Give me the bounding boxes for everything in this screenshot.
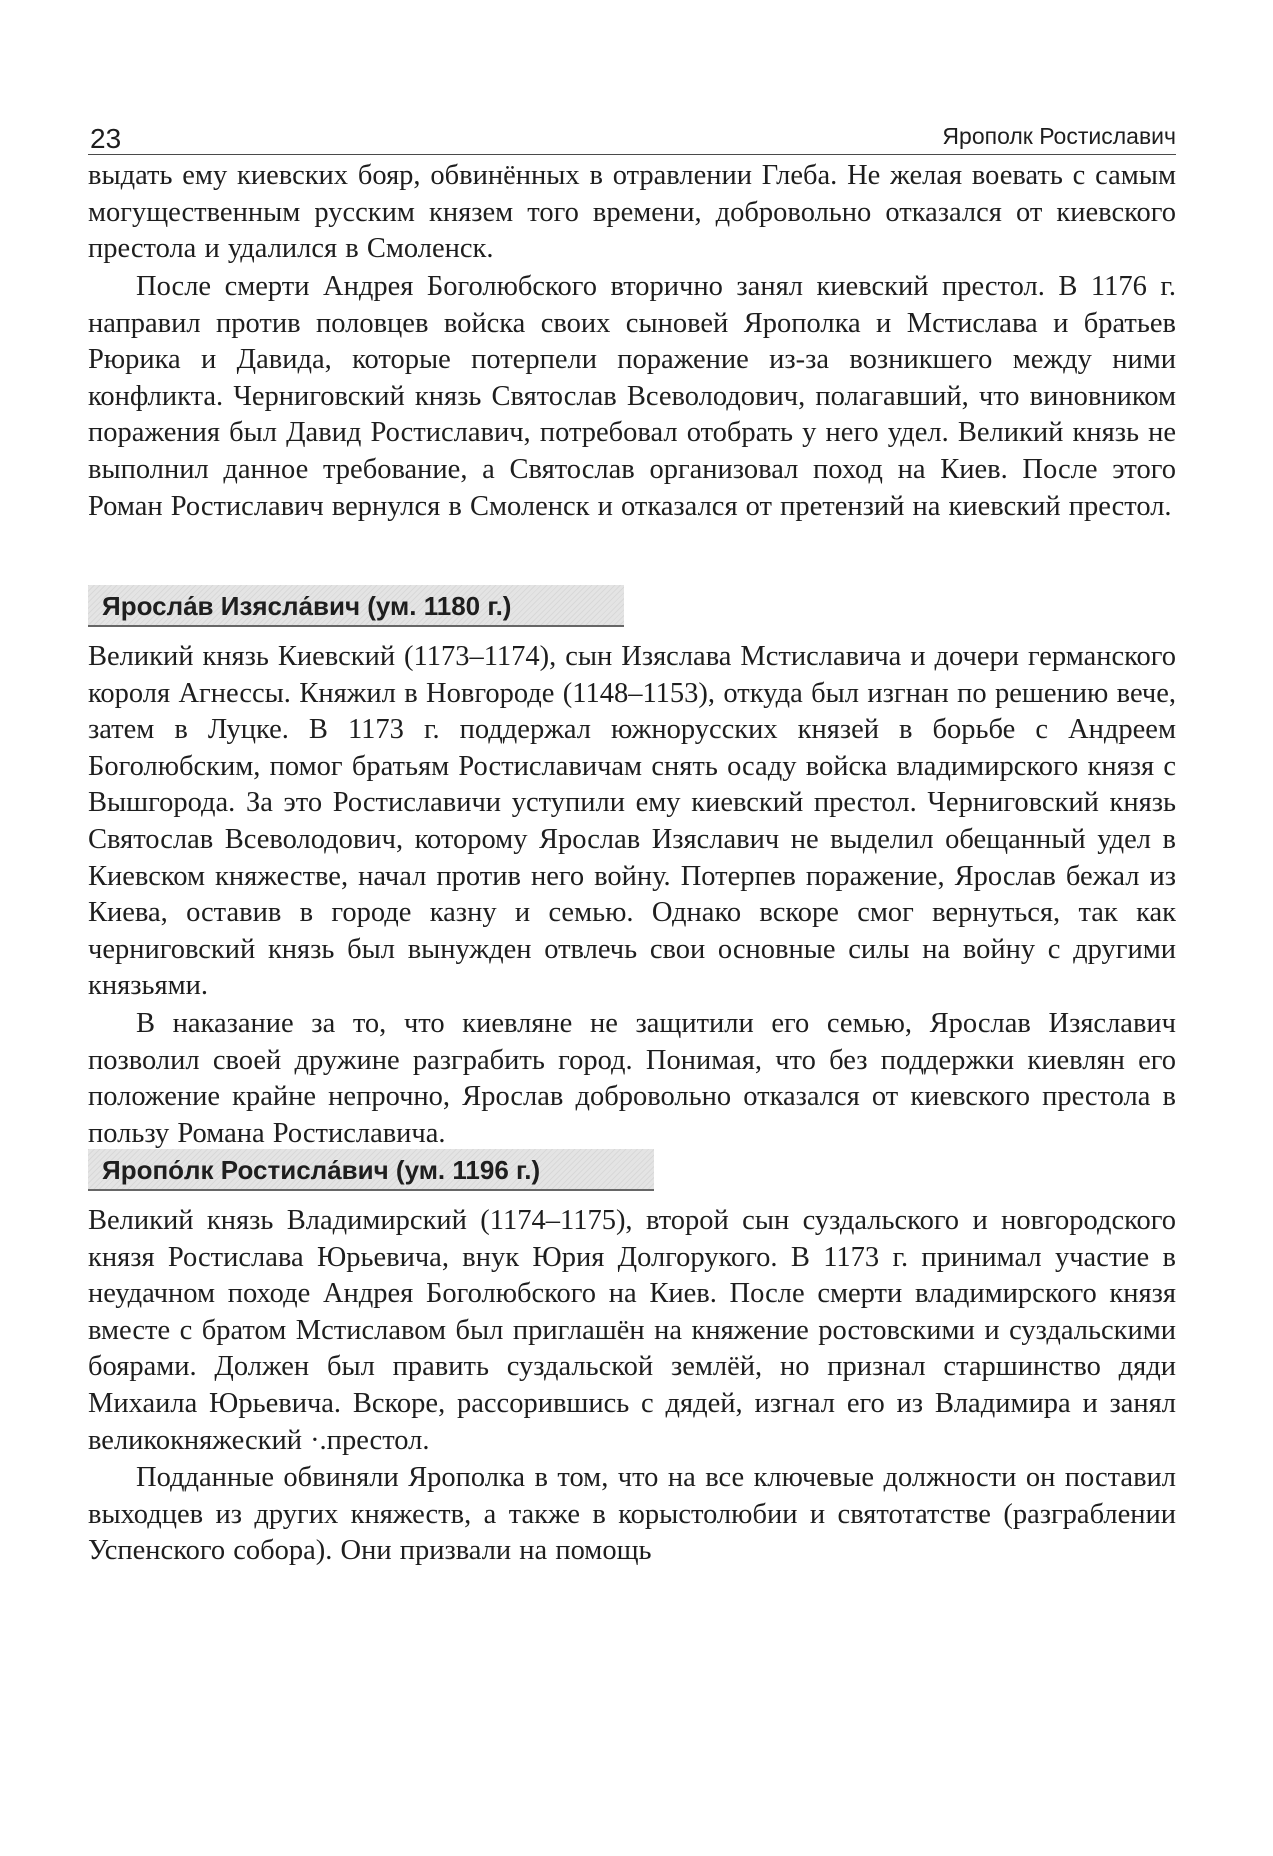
section-heading-yaroslav xyxy=(88,585,624,627)
running-title: Ярополк Ростиславич xyxy=(942,123,1176,149)
paragraph: После смерти Андрея Боголюбского вторично занял киевский престол. В 1176 г. направил против половцев войска своих сыновей Ярополка и Мстислава и братьев Рюрика и Давида, которые потерпели поражение из-за возникшего между ними конфликта. Черниговский князь Святослав Всеволодович, полагавший, что виновником поражения был Давид Ростиславич, потребовал отобрать у него удел. Великий князь не выполнил данное требование, а Святослав организовал поход на Киев. После этого Роман Ростиславич вернулся в Смоленск и отказался от претензий на киевский престол. xyxy=(88,271,1176,522)
section-heading-yaropolk-text: Яропо́лк Ростисла́вич (ум. 1196 г.) xyxy=(102,1155,541,1185)
paragraph: В наказание за то, что киевляне не защитили его семью, Ярослав Изяславич позволил своей дружине разграбить город. Понимая, что без поддержки киевлян его положение крайне непрочно, Ярослав добровольно отказался от киевского престола в пользу Романа Ростиславича. xyxy=(88,1008,1176,1149)
section-heading-yaroslav-text: Яросла́в Изясла́вич (ум. 1180 г.) xyxy=(102,591,512,621)
paragraph-continuation: выдать ему киевских бояр, обвинённых в отравлении Глеба. Не желая воевать с самым могущественным русским князем того времени, добровольно отказался от киевского престола и удалился в Смоленск. xyxy=(88,160,1176,265)
running-header xyxy=(88,110,1176,155)
paragraph: Подданные обвиняли Ярополка в том, что на все ключевые должности он поставил выходцев из других княжеств, а также в корыстолюбии и святотатстве (разграблении Успенского собора). Они призвали на помощь xyxy=(88,1462,1176,1567)
paragraph: Великий князь Владимирский (1174–1175), второй сын суздальского и новгородского князя Ростислава Юрьевича, внук Юрия Долгорукого. В 1173 г. принимал участие в неудачном походе Андрея Боголюбского на Киев. После смерти владимирского князя вместе с братом Мстиславом был приглашён на княжение ростовскими и суздальскими боярами. Должен был править суздальской землёй, но признал старшинство дяди Михаила Юрьевича. Вскоре, рассорившись с дядей, изгнал его из Владимира и занял великокняжеский ·.престол. xyxy=(88,1205,1176,1456)
paragraph: Великий князь Киевский (1173–1174), сын Изяслава Мстиславича и дочери германского короля Агнессы. Княжил в Новгороде (1148–1153), откуда был изгнан по решению вече, затем в Луцке. В 1173 г. поддержал южнорусских князей в борьбе с Андреем Боголюбским, помог братьям Ростиславичам снять осаду войска владимирского князя с Вышгорода. За это Ростиславичи уступили ему киевский престол. Черниговский князь Святослав Всеволодович, которому Ярослав Изяславич не выделил обещанный удел в Киевском княжестве, начал против него войну. Потерпев поражение, Ярослав бежал из Киева, оставив в городе казну и семью. Однако вскоре смог вернуться, так как черниговский князь был вынужден отвлечь свои основные силы на войну с другими князьями. xyxy=(88,641,1176,1002)
page-number: 23 xyxy=(90,123,122,154)
section-heading-yaropolk xyxy=(88,1149,654,1191)
